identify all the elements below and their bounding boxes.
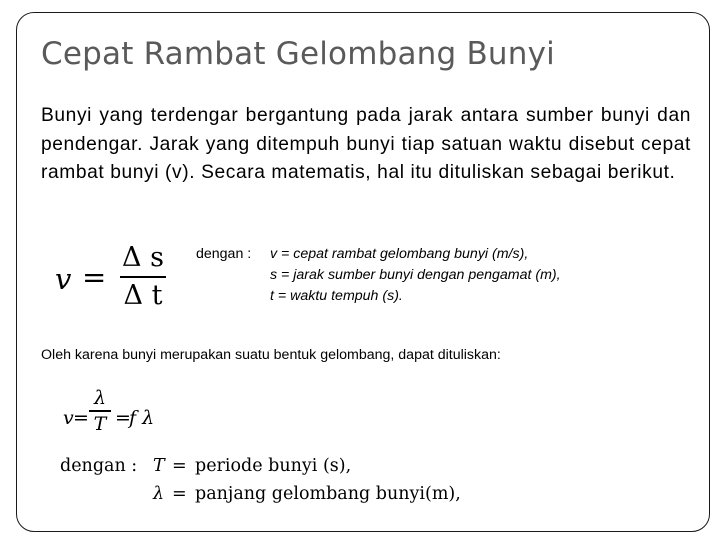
wave-notes-label: dengan : bbox=[60, 456, 138, 476]
intro-paragraph: Bunyi yang terdengar bergantung pada jarak antara sumber bunyi dan pendengar. Jarak yang ditempuh bunyi tiap satuan waktu disebut cepat rambat bunyi (v). Secara matematis, hal itu dituliskan sebagai berikut. bbox=[41, 105, 691, 183]
slide-title: Cepat Rambat Gelombang Bunyi bbox=[41, 36, 555, 72]
wave-note-symbol: λ bbox=[153, 484, 165, 504]
note-t: t = waktu tempuh (s). bbox=[270, 288, 403, 304]
note-v: v = cepat rambat gelombang bunyi (m/s), bbox=[270, 246, 529, 262]
formula-velocity-fraction bbox=[118, 240, 168, 314]
formula-velocity-numerator: Δ s bbox=[122, 242, 164, 273]
wave-note-symbol: T bbox=[153, 456, 165, 476]
formula-velocity-equals: = bbox=[82, 260, 107, 294]
wave-note-equals: = bbox=[172, 456, 187, 476]
formula-wave-denominator: T bbox=[93, 412, 107, 435]
formula-velocity-lhs: v bbox=[55, 262, 72, 296]
formula-wave-fraction bbox=[89, 386, 111, 436]
formula-wave-equals-2: = bbox=[115, 407, 131, 429]
formula-velocity-denominator: Δ t bbox=[123, 280, 163, 311]
variable-notes bbox=[196, 244, 561, 307]
notes-label: dengan : bbox=[196, 246, 252, 262]
formula-wave-rhs: f λ bbox=[129, 407, 155, 429]
wave-note-text: panjang gelombang bunyi(m), bbox=[195, 484, 461, 504]
formula-wave-equals: = bbox=[73, 407, 89, 429]
formula-wave-numerator: λ bbox=[93, 387, 107, 409]
note-s: s = jarak sumber bunyi dengan pengamat (m), bbox=[270, 267, 561, 283]
wave-note-text: periode bunyi (s), bbox=[195, 456, 352, 476]
formula-wave-lhs: v bbox=[63, 407, 74, 429]
wave-sentence: Oleh karena bunyi merupakan suatu bentuk gelombang, dapat dituliskan: bbox=[41, 347, 501, 363]
wave-note-equals: = bbox=[172, 484, 187, 504]
